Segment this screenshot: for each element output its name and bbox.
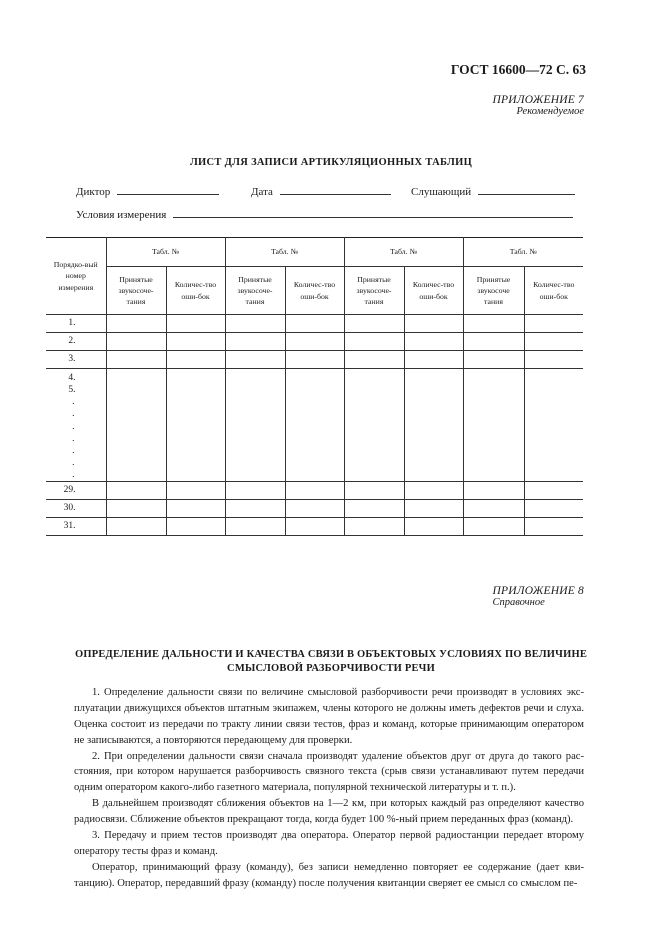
table-cell[interactable] [285,482,344,500]
table-cell[interactable] [404,500,463,518]
paragraph: 3. Передачу и прием тестов производят два оператора. Оператор первой радиостанции передает второму оператору тесты фраз и команд. [74,830,584,857]
row-number: 31. [46,518,106,536]
appendix-7 [492,94,584,117]
table-cell[interactable] [344,500,404,518]
listener-label: Слушающий [411,186,472,198]
table-cell[interactable] [404,369,463,482]
row-number: . [72,433,75,444]
paragraph: 2. При определении дальности связи сначала производят удаление объектов друг от друга до такого рас-стояния, при котором нарушается разборчивость связного текста (срыв связи устанавливают путем передачи одним оператором какого-либо газетного материала, популярной технической литературы и т. п.). [74,750,584,794]
speaker-label: Диктор [76,186,111,198]
table-cell[interactable] [225,333,285,351]
accepted-column-header: Принятые звукосоче тания [463,267,524,315]
table-cell[interactable] [524,518,583,536]
errors-column-header: Количес-тво оши-бок [166,267,225,315]
table-cell[interactable] [463,369,524,482]
row-number: . [72,421,75,432]
table-row [46,333,583,351]
table-cell[interactable] [106,482,166,500]
table-cell[interactable] [404,333,463,351]
table-cell[interactable] [285,351,344,369]
table-cell[interactable] [404,351,463,369]
table-row [46,518,583,536]
table-cell[interactable] [344,369,404,482]
table-cell[interactable] [106,518,166,536]
errors-column-header: Количес-тво оши-бок [404,267,463,315]
row-number: 2. [46,333,106,351]
accepted-column-header: Принятые звукосоче-тания [344,267,404,315]
conditions-field [76,206,573,221]
row-number-range [46,369,106,482]
row-number: . [72,470,75,481]
section-title-line: СМЫСЛОВОЙ РАЗБОРЧИВОСТИ РЕЧИ [227,662,435,674]
table-number-header: Табл. № [106,238,225,267]
table-cell[interactable] [106,369,166,482]
row-number: 30. [46,500,106,518]
table-cell[interactable] [524,333,583,351]
date-field [251,183,391,198]
date-line[interactable] [280,183,391,195]
table-cell[interactable] [166,482,225,500]
table-cell[interactable] [524,369,583,482]
paragraph: Оператор, принимающий фразу (команду), без записи немедленно повторяет ее содержание (дает кви-танцию). Оператор, передавший фразу (команду) после получения квитанции сверяет ее смысл со смыслом пе- [74,861,584,889]
page-header: ГОСТ 16600—72 С. 63 [450,62,586,77]
errors-column-header: Количес-тво оши-бок [285,267,344,315]
table-cell[interactable] [225,351,285,369]
row-number: . [72,445,75,456]
errors-column-header: Количес-тво оши-бок [524,267,583,315]
table-cell[interactable] [166,369,225,482]
row-number: 4. [68,373,76,383]
table-cell[interactable] [344,315,404,333]
row-number-header: Порядко-вый номер измерения [46,238,106,315]
section-body [74,685,584,892]
section-title-line: ОПРЕДЕЛЕНИЕ ДАЛЬНОСТИ И КАЧЕСТВА СВЯЗИ В ОБЪЕКТОВЫХ УСЛОВИЯХ ПО ВЕЛИЧИНЕ [74,649,588,660]
conditions-label: Условия измерения [76,209,167,221]
table-cell[interactable] [344,351,404,369]
table-row [46,482,583,500]
table-cell[interactable] [344,518,404,536]
table-cell[interactable] [285,500,344,518]
table-cell[interactable] [463,500,524,518]
table-cell[interactable] [225,482,285,500]
table-cell[interactable] [166,500,225,518]
row-number: 29. [46,482,106,500]
appendix-8-status: Справочное [492,597,545,608]
table-cell[interactable] [285,315,344,333]
table-cell[interactable] [285,369,344,482]
table-cell[interactable] [106,315,166,333]
table-cell[interactable] [404,518,463,536]
table-cell[interactable] [225,315,285,333]
table-cell[interactable] [166,315,225,333]
table-cell[interactable] [166,333,225,351]
table-cell[interactable] [166,518,225,536]
table-row [46,500,583,518]
table-cell[interactable] [106,351,166,369]
table-cell[interactable] [463,518,524,536]
table-cell[interactable] [285,333,344,351]
table-cell[interactable] [106,500,166,518]
row-number: 3. [46,351,106,369]
table-row [46,315,583,333]
date-label: Дата [251,186,273,198]
accepted-column-header: Принятые звукосоче-тания [225,267,285,315]
table-number-header: Табл. № [344,238,463,267]
conditions-line[interactable] [173,206,573,218]
appendix-8-label: ПРИЛОЖЕНИЕ 8 [492,585,584,597]
row-number: . [72,397,75,408]
table-number-header: Табл. № [463,238,583,267]
table-number-header: Табл. № [225,238,344,267]
table-cell[interactable] [524,315,583,333]
accepted-column-header: Принятые звукосоче-тания [106,267,166,315]
table-cell[interactable] [524,500,583,518]
table-cell[interactable] [344,482,404,500]
paragraph: 1. Определение дальности связи по величине смысловой разборчивости речи производят в условиях экс-плуатации движущихся объектов штатным экипажем, члены которого не должны иметь дефектов речи и слуха. Оценка состоит из передачи по тракту линии связи тестов, фраз и команд, которые принимающим оператором не записываются, а повторяются передающему для проверки. [74,687,584,746]
paragraph: В дальнейшем производят сближения объектов на 1—2 км, при которых каждый раз определяют качество радиосвязи. Сближение объектов прекращают тогда, когда будет 100 %-ный прием переданных фраз (команд). [74,798,584,826]
speaker-field [76,183,219,198]
row-number: 1. [46,315,106,333]
table-cell[interactable] [463,315,524,333]
table-cell[interactable] [225,500,285,518]
row-number: . [72,458,75,469]
table-cell[interactable] [344,333,404,351]
section-title [40,648,622,675]
appendix-7-label: ПРИЛОЖЕНИЕ 7 [492,94,584,106]
appendix-7-status: Рекомендуемое [516,106,584,117]
table-cell[interactable] [404,482,463,500]
articulation-table [46,237,583,536]
table-cell[interactable] [404,315,463,333]
table-cell[interactable] [463,482,524,500]
table-cell[interactable] [463,351,524,369]
table-cell[interactable] [463,333,524,351]
row-number: . [72,409,75,420]
table-row [46,351,583,369]
table-cell[interactable] [524,482,583,500]
listener-field [411,183,575,198]
row-number: 5. [68,385,76,396]
sheet-title: ЛИСТ ДЛЯ ЗАПИСИ АРТИКУЛЯЦИОННЫХ ТАБЛИЦ [189,157,473,168]
listener-line[interactable] [478,183,575,195]
table-cell[interactable] [285,518,344,536]
speaker-line[interactable] [117,183,219,195]
table-cell[interactable] [225,518,285,536]
appendix-8 [492,585,584,608]
table-cell[interactable] [106,333,166,351]
table-cell[interactable] [524,351,583,369]
table-cell[interactable] [225,369,285,482]
table-row [46,369,583,482]
table-cell[interactable] [166,351,225,369]
